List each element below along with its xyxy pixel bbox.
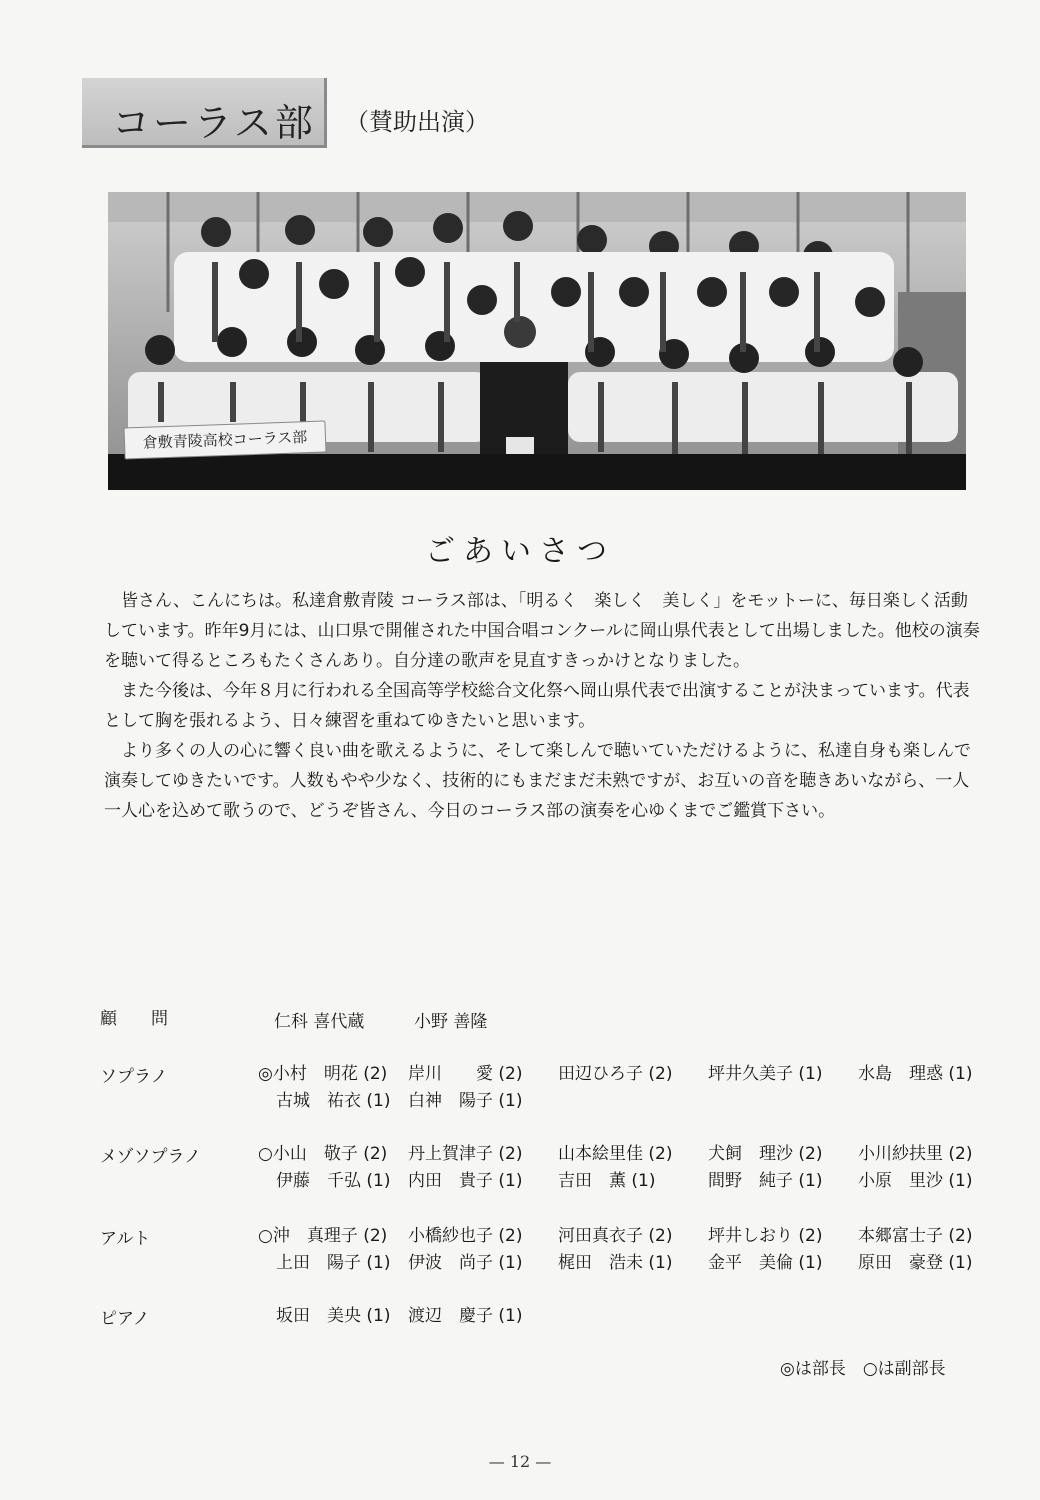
- club-banner: 倉敷青陵高校コーラス部: [124, 420, 327, 459]
- member-name: 伊藤 千弘 (1): [276, 1171, 391, 1191]
- member-name: 金平 美倫 (1): [708, 1253, 823, 1273]
- member-name: 小原 里沙 (1): [858, 1171, 973, 1191]
- section-label: ソプラノ: [100, 1067, 168, 1087]
- advisor-names: [274, 1010, 554, 1034]
- member-name: 吉田 薫 (1): [558, 1171, 656, 1191]
- soprano-names: [258, 1062, 1008, 1113]
- member-name: 仁科 喜代蔵: [274, 1012, 365, 1032]
- section-label: メゾソプラノ: [100, 1147, 201, 1167]
- member-name: 坪井久美子 (1): [708, 1064, 823, 1084]
- member-name: 坂田 美央 (1): [276, 1306, 391, 1326]
- member-name: 河田真衣子 (2): [558, 1226, 673, 1246]
- member-name: 田辺ひろ子 (2): [558, 1064, 673, 1084]
- page-subtitle: （賛助出演）: [345, 108, 489, 136]
- member-name: 間野 純子 (1): [708, 1171, 823, 1191]
- member-name: 本郷富士子 (2): [858, 1226, 973, 1246]
- member-name: 山本絵里佳 (2): [558, 1144, 673, 1164]
- member-name: ◎小村 明花 (2): [258, 1064, 388, 1084]
- member-name: 小野 善隆: [414, 1012, 488, 1032]
- member-name: 岸川 愛 (2): [408, 1064, 523, 1084]
- member-name: 原田 豪登 (1): [858, 1253, 973, 1273]
- member-name: ○小山 敬子 (2): [258, 1144, 388, 1164]
- member-name: 古城 祐衣 (1): [276, 1091, 391, 1111]
- member-name: 内田 貴子 (1): [408, 1171, 523, 1191]
- piano-names: [258, 1304, 1008, 1328]
- member-name: 丹上賀津子 (2): [408, 1144, 523, 1164]
- page-title: コーラス部: [112, 101, 316, 145]
- greeting-paragraph: 皆さん、こんにちは。私達倉敷青陵 コーラス部は、「明るく 楽しく 美しく」をモットーに、毎日楽しく活動しています。昨年9月には、山口県で開催された中国合唱コンクールに岡山県代表として出場しました。他校の演奏を聴いて得るところもたくさんあり。自分達の歌声を見直すきっかけとなりました。: [104, 591, 980, 671]
- member-name: 渡辺 慶子 (1): [408, 1306, 523, 1326]
- section-label: ピアノ: [100, 1309, 150, 1329]
- section-label: 顧 問: [100, 1009, 168, 1029]
- section-label: アルト: [100, 1229, 151, 1249]
- mezzo-names: [258, 1142, 1008, 1193]
- member-name: 伊波 尚子 (1): [408, 1253, 523, 1273]
- member-name: 犬飼 理沙 (2): [708, 1144, 823, 1164]
- role-legend: ◎は部長 ○は副部長: [780, 1359, 946, 1379]
- member-name: 小川紗扶里 (2): [858, 1144, 973, 1164]
- member-name: ○沖 真理子 (2): [258, 1226, 388, 1246]
- greeting-title: ごあいさつ: [425, 534, 615, 569]
- member-name: 梶田 浩未 (1): [558, 1253, 673, 1273]
- page-number: — 12 —: [488, 1452, 552, 1471]
- greeting-paragraph: より多くの人の心に響く良い曲を歌えるように、そして楽しんで聴いていただけるように、私達自身も楽しんで演奏してゆきたいです。人数もやや少なく、技術的にもまだまだ未熟ですが、お互いの音を聴きあいながら、一人一人心を込めて歌うので、どうぞ皆さん、今日のコーラス部の演奏を心ゆくまでご鑑賞下さい。: [104, 741, 971, 821]
- member-name: 上田 陽子 (1): [276, 1253, 391, 1273]
- greeting-paragraph: また今後は、今年８月に行われる全国高等学校総合文化祭へ岡山県代表で出演することが決まっています。代表として胸を張れるよう、日々練習を重ねてゆきたいと思います。: [104, 681, 970, 731]
- member-name: 水島 理惑 (1): [858, 1064, 973, 1084]
- member-name: 坪井しおり (2): [708, 1226, 823, 1246]
- greeting-body: [104, 586, 980, 826]
- alto-names: [258, 1224, 1008, 1275]
- member-name: 白神 陽子 (1): [408, 1091, 523, 1111]
- member-name: 小橋紗也子 (2): [408, 1226, 523, 1246]
